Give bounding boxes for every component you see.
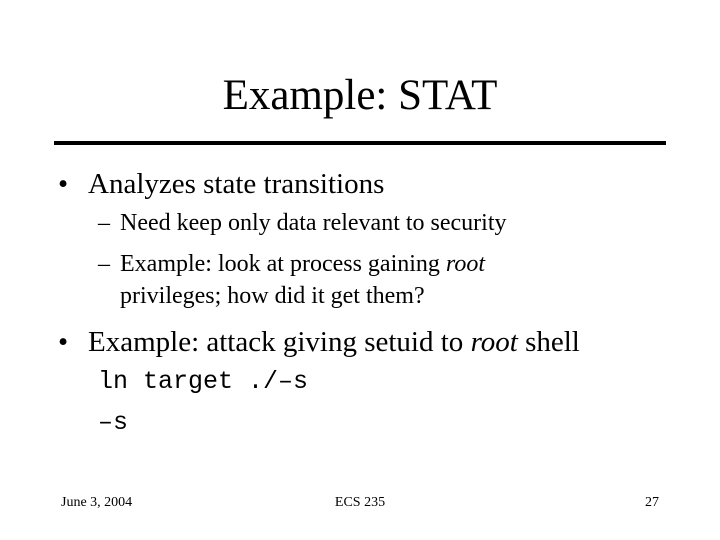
footer-course: ECS 235 [334, 495, 386, 510]
footer-date: June 3, 2004 [61, 495, 133, 510]
bullet-2-italic: root [470, 326, 518, 358]
code-line-2: –s [98, 408, 129, 437]
subitem-2-italic: root [445, 251, 486, 277]
bullet-1-text: Analyzes state transitions [88, 168, 385, 200]
subitem-marker: – [98, 251, 110, 277]
subitem-1 [98, 208, 507, 238]
bullet-2-text-end: shell [517, 326, 580, 358]
subitem-2 [98, 249, 485, 279]
subitem-2-continuation: privileges; how did it get them? [120, 283, 425, 309]
subitem-1-text: Need keep only data relevant to security [120, 210, 507, 236]
footer-page-number: 27 [645, 495, 659, 510]
title-divider [54, 141, 666, 145]
subitem-marker: – [98, 210, 110, 236]
code-line-1: ln target ./–s [98, 367, 309, 396]
bullet-2 [58, 324, 580, 360]
bullet-2-text: Example: attack giving setuid to [88, 326, 471, 358]
subitem-2-text: Example: look at process gaining [120, 251, 446, 277]
bullet-marker: • [58, 168, 69, 200]
bullet-marker: • [58, 326, 69, 358]
bullet-1 [58, 166, 384, 202]
slide-title: Example: STAT [222, 72, 498, 119]
